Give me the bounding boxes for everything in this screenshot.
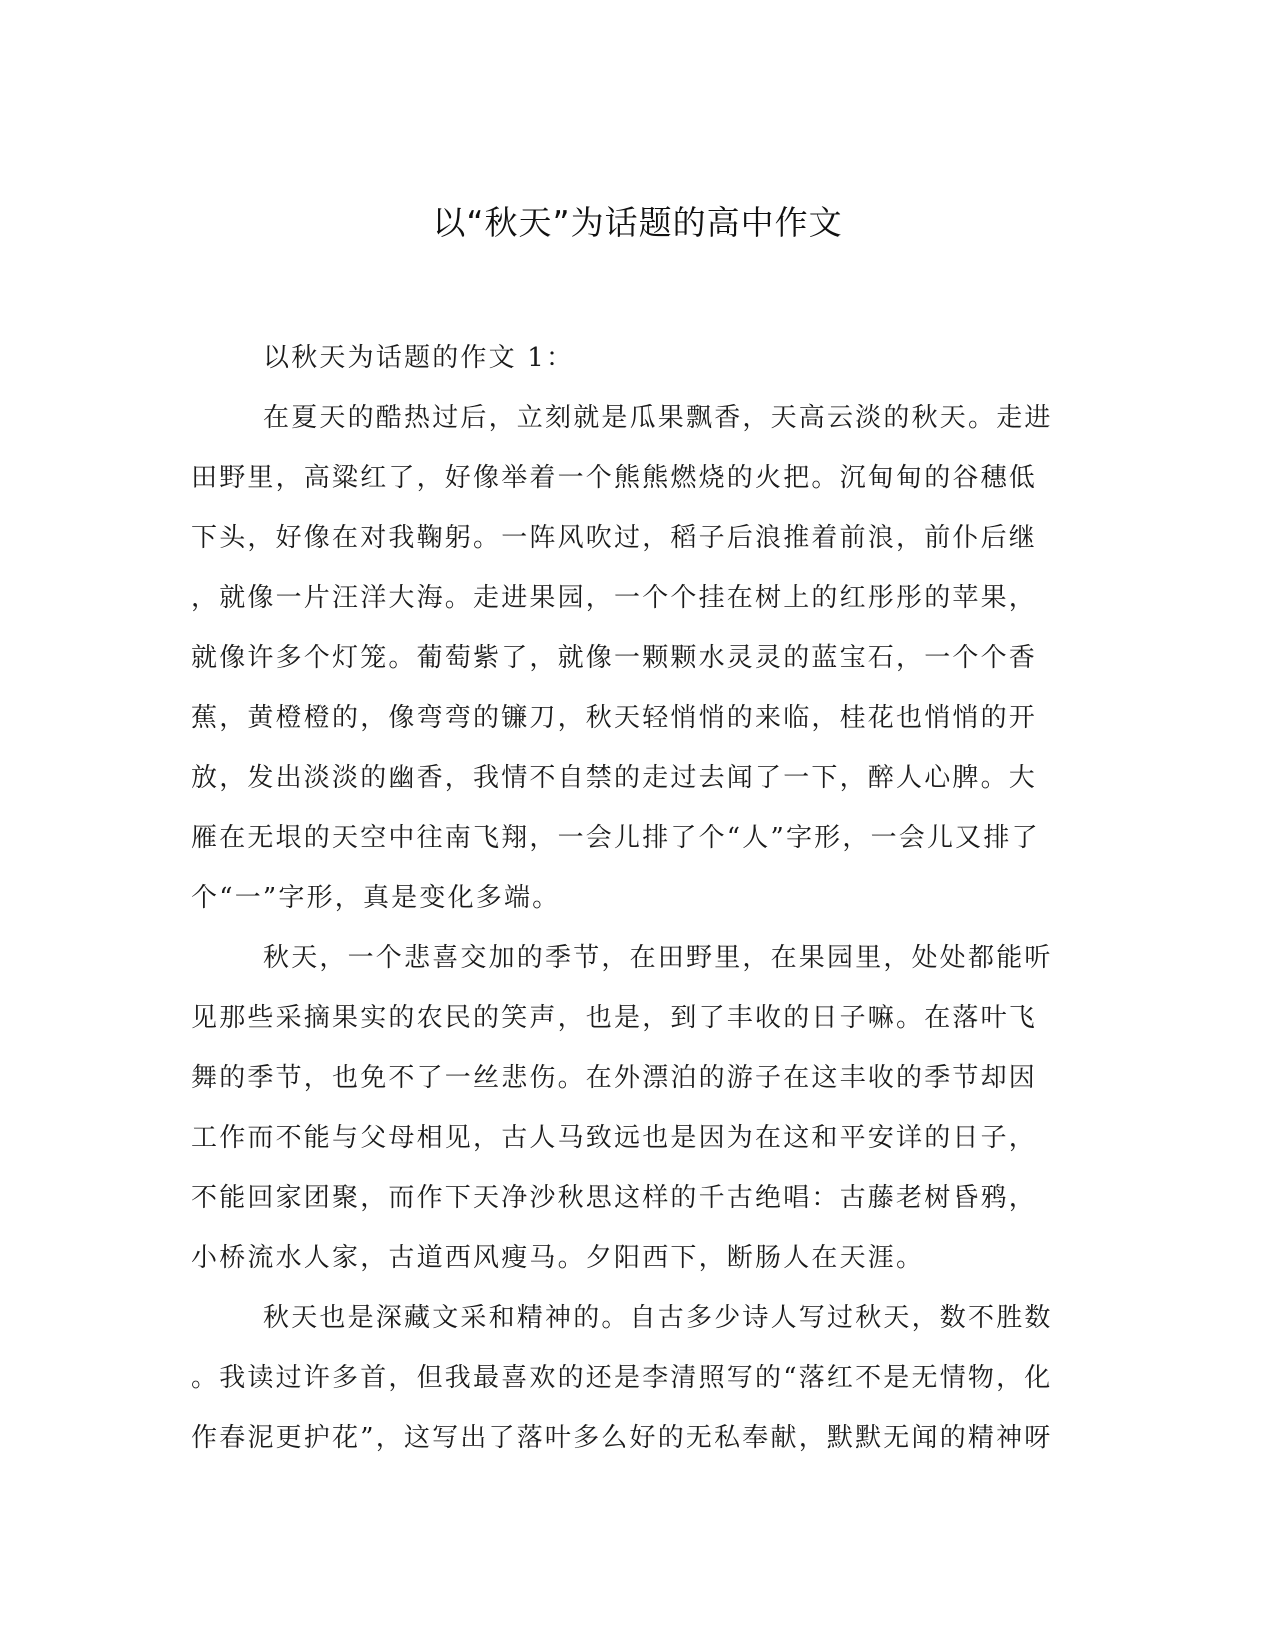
paragraph-3-line: 。我读过许多首，但我最喜欢的还是李清照写的“落红不是无情物，化 xyxy=(191,1363,1053,1393)
essay-heading: 以秋天为话题的作文 1： xyxy=(263,343,575,373)
paragraph-2-line: 工作而不能与父母相见，古人马致远也是因为在这和平安详的日子， xyxy=(191,1123,1038,1153)
document-body xyxy=(191,328,1081,1468)
paragraph-2-line: 舞的季节，也免不了一丝悲伤。在外漂泊的游子在这丰收的季节却因 xyxy=(191,1063,1038,1093)
paragraph-1-line: 放，发出淡淡的幽香，我情不自禁的走过去闻了一下，醉人心脾。大 xyxy=(191,763,1038,793)
paragraph-2-line: 不能回家团聚，而作下天净沙秋思这样的千古绝唱：古藤老树昏鸦， xyxy=(191,1183,1038,1213)
paragraph-1-line: 个“一”字形，真是变化多端。 xyxy=(191,883,561,913)
paragraph-1-line: 在夏天的酷热过后，立刻就是瓜果飘香，天高云淡的秋天。走进 xyxy=(263,403,1053,433)
paragraph-1-line: 雁在无垠的天空中往南飞翔，一会儿排了个“人”字形，一会儿又排了 xyxy=(191,823,1040,853)
paragraph-2-line: 见那些采摘果实的农民的笑声，也是，到了丰收的日子嘛。在落叶飞 xyxy=(191,1003,1038,1033)
paragraph-3-line: 秋天也是深藏文采和精神的。自古多少诗人写过秋天，数不胜数 xyxy=(263,1303,1053,1333)
document-title: 以“秋天”为话题的高中作文 xyxy=(432,203,843,242)
paragraph-1-line: 下头，好像在对我鞠躬。一阵风吹过，稻子后浪推着前浪，前仆后继 xyxy=(191,523,1038,553)
paragraph-1-line: 蕉，黄橙橙的，像弯弯的镰刀，秋天轻悄悄的来临，桂花也悄悄的开 xyxy=(191,703,1038,733)
paragraph-1-line: 就像许多个灯笼。葡萄紫了，就像一颗颗水灵灵的蓝宝石，一个个香 xyxy=(191,643,1038,673)
paragraph-3-line: 作春泥更护花”，这写出了落叶多么好的无私奉献，默默无闻的精神呀 xyxy=(191,1423,1053,1453)
paragraph-1-line: 田野里，高粱红了，好像举着一个熊熊燃烧的火把。沉甸甸的谷穗低 xyxy=(191,463,1038,493)
paragraph-1-line: ，就像一片汪洋大海。走进果园，一个个挂在树上的红彤彤的苹果， xyxy=(191,583,1038,613)
paragraph-2-line: 小桥流水人家，古道西风瘦马。夕阳西下，断肠人在天涯。 xyxy=(191,1243,925,1273)
paragraph-2-line: 秋天，一个悲喜交加的季节，在田野里，在果园里，处处都能听 xyxy=(263,943,1053,973)
